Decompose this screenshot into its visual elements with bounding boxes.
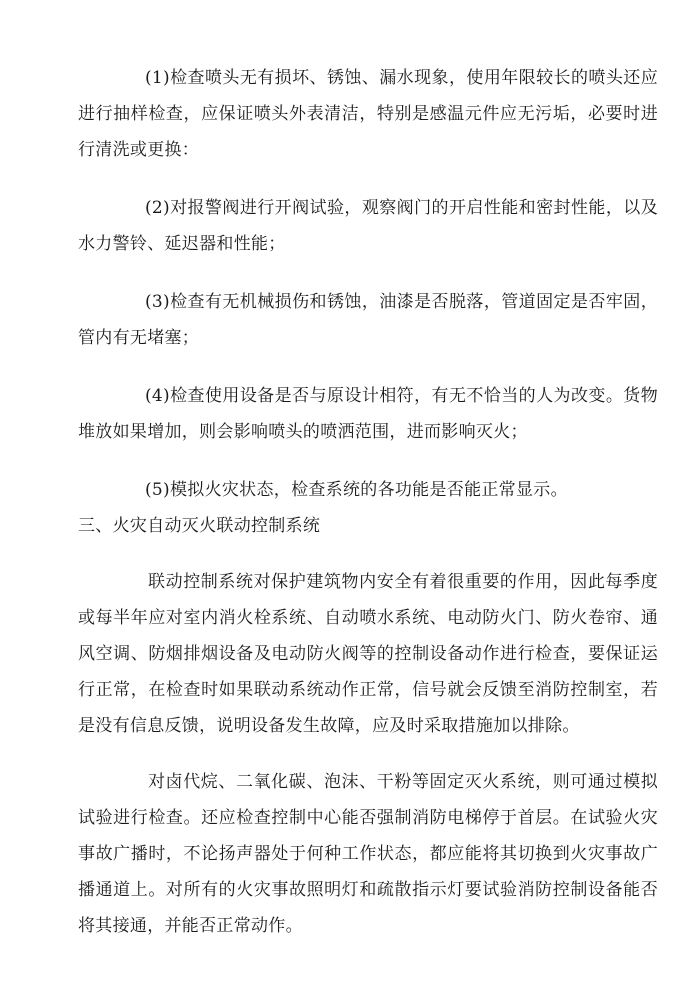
section-heading: 三、火灾自动灭火联动控制系统: [78, 516, 321, 536]
list-item-2: (2)对报警阀进行开阀试验，观察阀门的开启性能和密封性能，以及水力警铃、延迟器和性能；: [78, 198, 658, 254]
list-item-3: (3)检查有无机械损伤和锈蚀，油漆是否脱落，管道固定是否牢固，管内有无堵塞；: [78, 292, 658, 348]
body-paragraph-1: 联动控制系统对保护建筑物内安全有着很重要的作用，因此每季度或每半年应对室内消火栓系统、自动喷水系统、电动防火门、防火卷帘、通风空调、防烟排烟设备及电动防火阀等的控制设备动作进行检查，要保证运行正常，在检查时如果联动系统动作正常，信号就会反馈至消防控制室，若是没有信息反馈，说明设备发生故障，应及时采取措施加以排除。: [78, 572, 658, 736]
body-paragraph-2: 对卤代烷、二氧化碳、泡沫、干粉等固定灭火系统，则可通过模拟试验进行检查。还应检查控制中心能否强制消防电梯停于首层。在试验火灾事故广播时，不论扬声器处于何种工作状态，都应能将其切换到火灾事故广播通道上。对所有的火灾事故照明灯和疏散指示灯要试验消防控制设备能否将其接通，并能否正常动作。: [78, 772, 658, 936]
document-page: [78, 60, 658, 944]
list-item-1: (1)检查喷头无有损坏、锈蚀、漏水现象，使用年限较长的喷头还应进行抽样检查，应保证喷头外表清洁，特别是感温元件应无污垢，必要时进行清洗或更换：: [78, 68, 658, 160]
list-item-5: (5)模拟火灾状态，检查系统的各功能是否能正常显示。: [145, 480, 568, 500]
list-item-4: (4)检查使用设备是否与原设计相符，有无不恰当的人为改变。货物堆放如果增加，则会影响喷头的喷洒范围，进而影响灭火；: [78, 386, 658, 442]
